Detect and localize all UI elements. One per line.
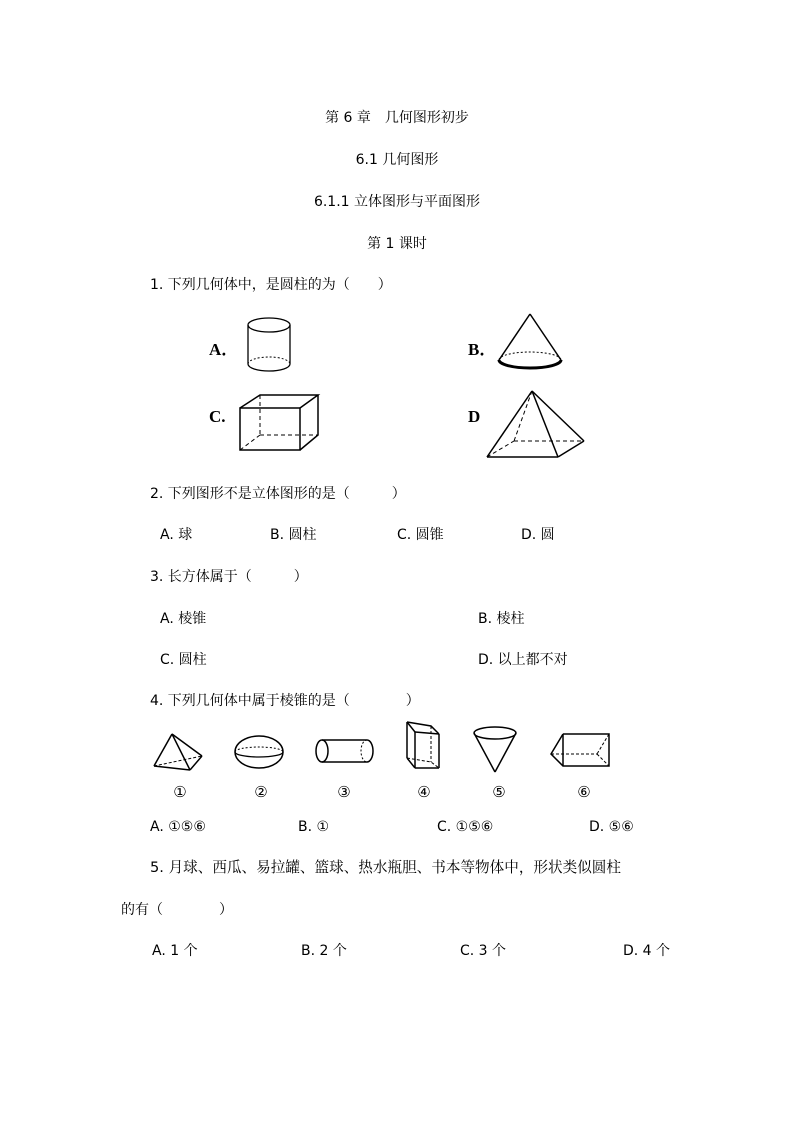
- cylinder-icon: [245, 316, 295, 374]
- q4-option-c: C. ①⑤⑥: [437, 819, 494, 835]
- shape-number-6: ⑥: [577, 783, 591, 801]
- q5-option-c: C. 3 个: [460, 943, 507, 959]
- question-3-stem: 3. 长方体属于（ ）: [150, 569, 308, 585]
- q5-option-b: B. 2 个: [301, 943, 347, 959]
- shape-number-1: ①: [173, 783, 187, 801]
- q3-option-b: B. 棱柱: [478, 611, 525, 627]
- pyramid-icon: [484, 389, 588, 461]
- q1-option-a-label: A．: [209, 340, 239, 359]
- shape-number-2: ②: [254, 783, 268, 801]
- prism-icon: [403, 720, 443, 772]
- triangular-prism-icon: [549, 730, 613, 772]
- section-title: 6.1 几何图形: [355, 152, 439, 168]
- q2-option-a: A. 球: [160, 527, 193, 543]
- inverted-cone-icon: [471, 725, 519, 775]
- question-5-stem-line-1: 5. 月球、西瓜、易拉罐、篮球、热水瓶胆、书本等物体中，形状类似圆柱: [150, 859, 621, 876]
- question-4-stem: 4. 下列几何体中属于棱锥的是（ ）: [150, 693, 420, 709]
- q2-option-d: D. 圆: [521, 527, 555, 543]
- shape-number-3: ③: [337, 783, 351, 801]
- subsection-title: 6.1.1 立体图形与平面图形: [313, 194, 481, 210]
- question-1-stem: 1. 下列几何体中，是圆柱的为（ ）: [150, 277, 392, 293]
- triangular-pyramid-icon: [152, 732, 204, 772]
- q4-option-b: B. ①: [298, 819, 330, 835]
- q3-option-c: C. 圆柱: [160, 652, 207, 668]
- sphere-icon: [233, 734, 285, 770]
- lesson-title: 第 1 课时: [367, 236, 427, 252]
- q3-option-d: D. 以上都不对: [478, 652, 568, 668]
- q4-option-a: A. ①⑤⑥: [150, 819, 206, 835]
- shape-number-4: ④: [417, 783, 431, 801]
- q1-option-b-label: B．: [468, 340, 497, 359]
- q2-option-c: C. 圆锥: [397, 527, 444, 543]
- cone-icon: [496, 312, 564, 372]
- q1-option-c-label: C.: [209, 407, 226, 426]
- q3-option-a: A. 棱锥: [160, 611, 207, 627]
- lying-cylinder-icon: [314, 737, 376, 765]
- q5-option-d: D. 4 个: [623, 943, 671, 959]
- question-5-stem-line-2: 的有（ ）: [121, 902, 233, 918]
- q1-option-d-label: D: [468, 407, 481, 426]
- shape-number-5: ⑤: [492, 783, 506, 801]
- chapter-title: 第 6 章 几何图形初步: [325, 110, 469, 126]
- q4-option-d: D. ⑤⑥: [589, 819, 634, 835]
- q2-option-b: B. 圆柱: [270, 527, 317, 543]
- cuboid-icon: [238, 393, 322, 453]
- question-2-stem: 2. 下列图形不是立体图形的是（ ）: [150, 486, 406, 502]
- q5-option-a: A. 1 个: [152, 943, 198, 959]
